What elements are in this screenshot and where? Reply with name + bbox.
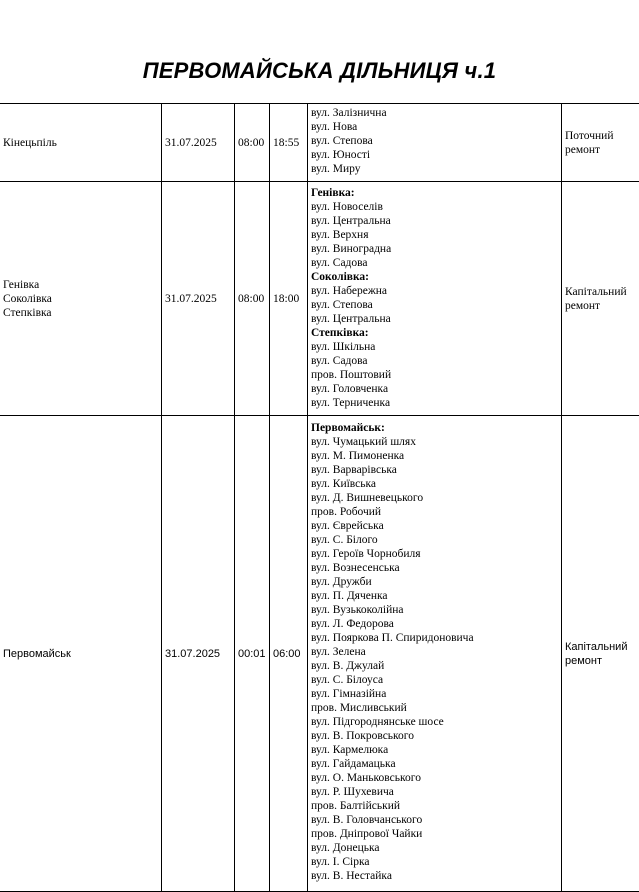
work-type-text: ремонт — [565, 143, 639, 157]
start-time-cell: 08:00 — [235, 182, 270, 416]
locality-cell — [0, 104, 162, 182]
street-item: вул. Новоселів — [311, 200, 561, 214]
street-item: вул. Єврейська — [311, 519, 561, 533]
street-item: вул. Д. Вишневецького — [311, 491, 561, 505]
settlement-heading: Генівка: — [311, 186, 561, 200]
street-item: вул. Дружби — [311, 575, 561, 589]
table-row — [0, 182, 639, 416]
street-item: вул. Терниченка — [311, 396, 561, 410]
street-item: вул. Чумацький шлях — [311, 435, 561, 449]
street-item: вул. Підгороднянське шосе — [311, 715, 561, 729]
street-item: пров. Поштовий — [311, 368, 561, 382]
street-item: вул. І. Сірка — [311, 855, 561, 869]
street-item: вул. Садова — [311, 354, 561, 368]
locality-name: Генівка — [3, 278, 161, 292]
street-item: вул. Садова — [311, 256, 561, 270]
street-item: вул. Залізнична — [311, 106, 561, 120]
street-item: вул. Верхня — [311, 228, 561, 242]
settlement-heading: Степківка: — [311, 326, 561, 340]
street-item: вул. В. Нестайка — [311, 869, 561, 883]
locality-name: Кінецьпіль — [3, 136, 161, 150]
street-item: вул. Головченка — [311, 382, 561, 396]
street-item: вул. Пояркова П. Спиридоновича — [311, 631, 561, 645]
settlement-heading: Соколівка: — [311, 270, 561, 284]
locality-name: Степківка — [3, 306, 161, 320]
street-item: вул. Виноградна — [311, 242, 561, 256]
streets-cell — [308, 104, 562, 182]
street-item: вул. В. Головчанського — [311, 813, 561, 827]
work-type-cell — [562, 104, 639, 182]
settlement-heading: Первомайськ: — [311, 421, 561, 435]
outage-table — [0, 103, 639, 892]
date-cell: 31.07.2025 — [162, 104, 235, 182]
street-item: вул. Центральна — [311, 214, 561, 228]
street-item: вул. С. Білоуса — [311, 673, 561, 687]
street-item: вул. Шкільна — [311, 340, 561, 354]
street-item: вул. Набережна — [311, 284, 561, 298]
street-item: вул. Юності — [311, 148, 561, 162]
street-item: вул. Миру — [311, 162, 561, 176]
streets-cell — [308, 416, 562, 892]
work-type-cell — [562, 416, 639, 892]
street-item: вул. Л. Федорова — [311, 617, 561, 631]
street-item: вул. О. Маньковського — [311, 771, 561, 785]
street-item: вул. М. Пимоненка — [311, 449, 561, 463]
street-item: вул. П. Дяченка — [311, 589, 561, 603]
street-item: пров. Балтійський — [311, 799, 561, 813]
streets-cell — [308, 182, 562, 416]
end-time-cell: 18:00 — [270, 182, 308, 416]
start-time-cell: 08:00 — [235, 104, 270, 182]
start-time-cell: 00:01 — [235, 416, 270, 892]
street-item: вул. В. Покровського — [311, 729, 561, 743]
street-item: вул. Центральна — [311, 312, 561, 326]
locality-cell — [0, 416, 162, 892]
street-item: вул. Варварівська — [311, 463, 561, 477]
street-item: вул. Степова — [311, 134, 561, 148]
locality-cell — [0, 182, 162, 416]
street-item: вул. Вузькоколійна — [311, 603, 561, 617]
table-row — [0, 416, 639, 892]
street-item: вул. Зелена — [311, 645, 561, 659]
street-item: вул. Київська — [311, 477, 561, 491]
work-type-cell — [562, 182, 639, 416]
work-type-text: Поточний — [565, 129, 639, 143]
street-item: вул. С. Білого — [311, 533, 561, 547]
work-type-text: ремонт — [565, 654, 639, 668]
work-type-text: Капітальний — [565, 285, 639, 299]
page-title: ПЕРВОМАЙСЬКА ДІЛЬНИЦЯ ч.1 — [0, 58, 639, 84]
locality-name: Первомайськ — [3, 647, 161, 661]
street-item: пров. Дніпрової Чайки — [311, 827, 561, 841]
table-row — [0, 104, 639, 182]
street-item: вул. Героїв Чорнобиля — [311, 547, 561, 561]
outage-table-body — [0, 104, 639, 892]
work-type-text: ремонт — [565, 299, 639, 313]
date-cell: 31.07.2025 — [162, 416, 235, 892]
work-type-text: Капітальний — [565, 640, 639, 654]
street-item: вул. Гайдамацька — [311, 757, 561, 771]
date-cell: 31.07.2025 — [162, 182, 235, 416]
street-item: вул. Донецька — [311, 841, 561, 855]
street-item: вул. Нова — [311, 120, 561, 134]
street-item: вул. В. Джулай — [311, 659, 561, 673]
street-item: вул. Кармелюка — [311, 743, 561, 757]
street-item: пров. Мисливський — [311, 701, 561, 715]
street-item: вул. Гімназійна — [311, 687, 561, 701]
street-item: пров. Робочий — [311, 505, 561, 519]
street-item: вул. Вознесенська — [311, 561, 561, 575]
end-time-cell: 06:00 — [270, 416, 308, 892]
locality-name: Соколівка — [3, 292, 161, 306]
street-item: вул. Р. Шухевича — [311, 785, 561, 799]
end-time-cell: 18:55 — [270, 104, 308, 182]
street-item: вул. Степова — [311, 298, 561, 312]
